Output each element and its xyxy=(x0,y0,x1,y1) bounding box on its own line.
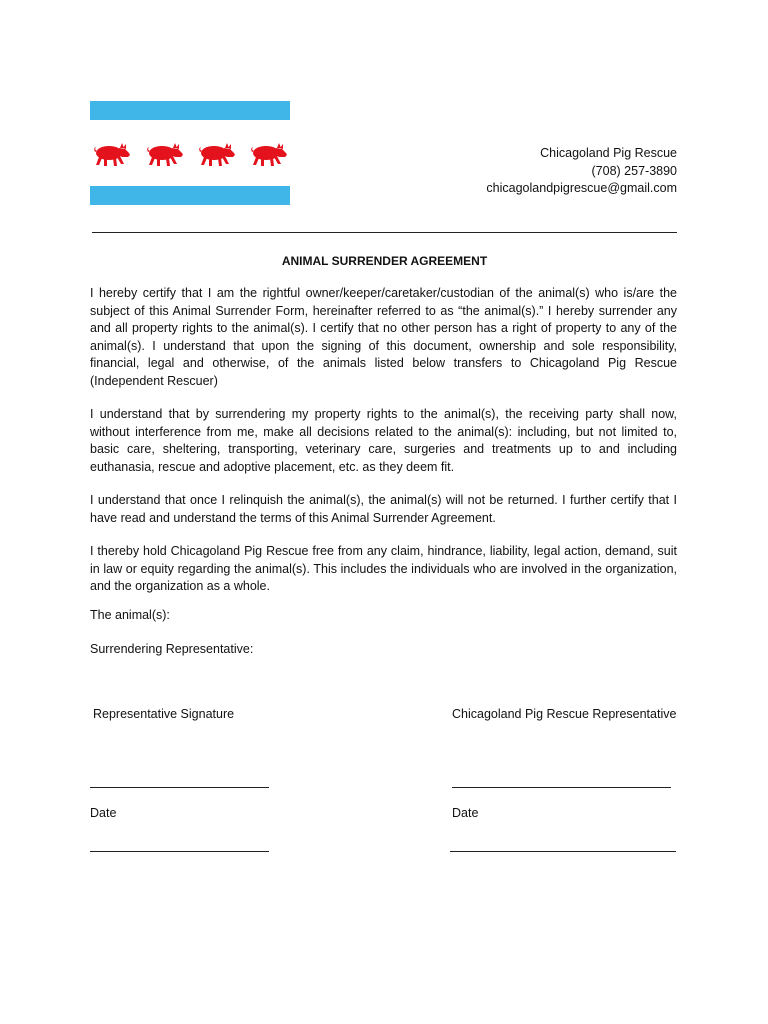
animals-label: The animal(s): xyxy=(90,608,170,622)
agreement-body xyxy=(90,285,677,612)
rescue-representative-signature-line[interactable] xyxy=(452,787,671,788)
pig-icon xyxy=(145,141,185,167)
org-name: Chicagoland Pig Rescue xyxy=(540,146,677,160)
representative-date-line[interactable] xyxy=(90,851,269,852)
pig-icon xyxy=(249,141,289,167)
logo-stripe-top xyxy=(90,101,290,120)
agreement-paragraph: I hereby certify that I am the rightful owner/keeper/caretaker/custodian of the animal(s) who is/are the subject of this Animal Surrender Form, hereinafter referred to as “the animal(s).” I hereby surrender any and all property rights to the animal(s). I certify that no other person has a right of property to any of the animal(s). I understand that upon the signing of this document, ownership and sole responsibility, financial, legal and otherwise, of the animals listed below transfers to Chicagoland Pig Rescue (Independent Rescuer) xyxy=(90,286,677,388)
representative-date-label: Date xyxy=(90,806,117,820)
rescue-logo xyxy=(90,101,290,205)
representative-signature-line[interactable] xyxy=(90,787,269,788)
agreement-paragraph: I understand that by surrendering my property rights to the animal(s), the receiving party shall now, without interference from me, make all decisions related to the animal(s): including, but not limited to, basic care, sheltering, transporting, veterinary care, surgeries and treatments up to and including euthanasia, rescue and adoptive placement, etc. as they deem fit. xyxy=(90,407,677,474)
contact-block xyxy=(486,145,677,198)
rescue-date-label: Date xyxy=(452,806,479,820)
email-address: chicagolandpigrescue@gmail.com xyxy=(486,181,677,195)
agreement-paragraph: I understand that once I relinquish the animal(s), the animal(s) will not be returned. I further certify that I have read and understand the terms of this Animal Surrender Agreement. xyxy=(90,493,677,525)
surrendering-representative-label: Surrendering Representative: xyxy=(90,642,254,656)
pig-icon xyxy=(92,141,132,167)
logo-pigs xyxy=(90,141,290,167)
phone-number: (708) 257-3890 xyxy=(591,163,677,178)
document-title: ANIMAL SURRENDER AGREEMENT xyxy=(281,254,488,268)
agreement-paragraph: I thereby hold Chicagoland Pig Rescue free from any claim, hindrance, liability, legal action, demand, suit in law or equity regarding the animal(s). This includes the individuals who are involved in the organization, and the organization as a whole. xyxy=(90,544,677,593)
logo-stripe-bottom xyxy=(90,186,290,205)
rescue-date-line[interactable] xyxy=(450,851,676,852)
rescue-representative-label: Chicagoland Pig Rescue Representative xyxy=(452,707,677,721)
header-divider xyxy=(92,232,677,233)
representative-signature-label: Representative Signature xyxy=(93,707,235,721)
pig-icon xyxy=(197,141,237,167)
